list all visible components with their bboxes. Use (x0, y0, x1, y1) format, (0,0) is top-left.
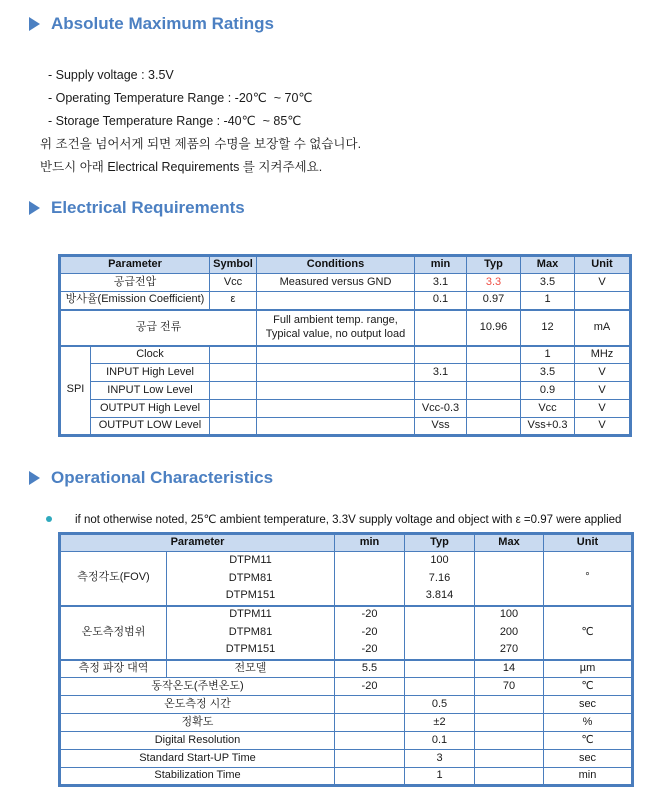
cell-unit: V (575, 418, 631, 436)
cell-max: 70 (475, 678, 544, 696)
cell-symbol: Vcc (210, 274, 257, 292)
cell-min-empty (335, 696, 405, 714)
table-header-row (60, 256, 631, 274)
section-title-text: Electrical Requirements (51, 198, 245, 217)
cell-unit: ℃ (544, 678, 633, 696)
warning-line-korean-1: 위 조건을 넘어서게 되면 제품의 수명을 보장할 수 없습니다. (40, 137, 362, 151)
cell-symbol-empty (210, 346, 257, 364)
row-spi-clock (60, 346, 631, 364)
row-supply-voltage (60, 274, 631, 292)
section-title-text: Operational Characteristics (51, 468, 274, 487)
cell-param: Standard Start-UP Time (60, 750, 335, 768)
section-header (0, 198, 656, 218)
cell-min-empty (415, 346, 467, 364)
section-title-text: Absolute Maximum Ratings (51, 14, 274, 33)
abs-max-text-block (40, 64, 656, 179)
cell-unit: V (575, 274, 631, 292)
condition-line-2: Typical value, no output load (265, 327, 406, 340)
cell-unit: V (575, 400, 631, 418)
section-header (0, 468, 656, 488)
row-wavelength (60, 660, 633, 678)
cell-typ-empty (467, 346, 521, 364)
cell-min-empty (335, 552, 405, 570)
row-digital-resolution (60, 732, 633, 750)
cell-max-empty (475, 588, 544, 606)
row-temp-range-dtpm11 (60, 606, 633, 624)
header-cell-conditions: Conditions (257, 256, 415, 274)
cell-min: Vcc-0.3 (415, 400, 467, 418)
cell-unit: min (544, 768, 633, 786)
cell-model: DTPM11 (167, 606, 335, 624)
cell-typ-highlighted: 3.3 (467, 274, 521, 292)
cell-conditions-empty (257, 346, 415, 364)
cell-min: 3.1 (415, 274, 467, 292)
cell-typ: 0.97 (467, 292, 521, 310)
cell-model: DTPM151 (167, 642, 335, 660)
cell-max-empty (475, 732, 544, 750)
warning-line-korean-2: 반드시 아래 Electrical Requirements 를 지켜주세요. (40, 160, 323, 174)
section-electrical-requirements (0, 198, 656, 437)
cell-symbol-empty (210, 364, 257, 382)
cell-unit: MHz (575, 346, 631, 364)
header-cell-parameter: Parameter (60, 534, 335, 552)
dot-bullet-icon (46, 516, 52, 522)
cell-param: INPUT High Level (91, 364, 210, 382)
triangle-bullet-icon (29, 471, 40, 485)
cell-max: 270 (475, 642, 544, 660)
cell-max: 0.9 (521, 382, 575, 400)
cell-typ: 0.5 (405, 696, 475, 714)
cell-spi-group-label: SPI (60, 346, 91, 436)
row-fov-dtpm11 (60, 552, 633, 570)
cell-max: 1 (521, 346, 575, 364)
conditions-note (46, 511, 656, 526)
cell-min: -20 (335, 642, 405, 660)
cell-unit: sec (544, 696, 633, 714)
cell-typ: 0.1 (405, 732, 475, 750)
cell-typ: 10.96 (467, 310, 521, 346)
cell-max-empty (475, 750, 544, 768)
cell-typ: 100 (405, 552, 475, 570)
cell-typ-empty (405, 678, 475, 696)
cell-min-empty (335, 732, 405, 750)
cell-param: Clock (91, 346, 210, 364)
row-operating-temp (60, 678, 633, 696)
spec-line-operating-temp: - Operating Temperature Range : -20℃ ~ 70℃ (48, 91, 313, 105)
cell-conditions-empty (257, 292, 415, 310)
cell-param: 방사율(Emission Coefficient) (60, 292, 210, 310)
cell-max-empty (475, 552, 544, 570)
cell-typ-empty (405, 606, 475, 624)
cell-typ-empty (467, 382, 521, 400)
cell-conditions: Measured versus GND (257, 274, 415, 292)
cell-param: 공급 전류 (60, 310, 257, 346)
cell-typ: 1 (405, 768, 475, 786)
cell-min: 5.5 (335, 660, 405, 678)
cell-conditions-empty (257, 364, 415, 382)
cell-model: DTPM81 (167, 570, 335, 588)
header-cell-symbol: Symbol (210, 256, 257, 274)
header-cell-max: Max (475, 534, 544, 552)
section-divider-bar (30, 495, 648, 503)
triangle-bullet-icon (29, 201, 40, 215)
cell-group-label-fov: 측정각도(FOV) (60, 552, 167, 606)
cell-typ-empty (467, 364, 521, 382)
row-spi-output-high (60, 400, 631, 418)
header-cell-parameter: Parameter (60, 256, 210, 274)
cell-param: 측정 파장 대역 (60, 660, 167, 678)
cell-min-empty (415, 382, 467, 400)
row-stabilization-time (60, 768, 633, 786)
cell-param: Digital Resolution (60, 732, 335, 750)
cell-typ: 7.16 (405, 570, 475, 588)
cell-max: 200 (475, 624, 544, 642)
row-emission-coefficient (60, 292, 631, 310)
cell-min: 0.1 (415, 292, 467, 310)
cell-max: 14 (475, 660, 544, 678)
cell-min-empty (335, 768, 405, 786)
row-supply-current (60, 310, 631, 346)
cell-conditions-empty (257, 400, 415, 418)
cell-min-empty (335, 570, 405, 588)
cell-min-empty (415, 310, 467, 346)
spec-line-storage-temp: - Storage Temperature Range : -40℃ ~ 85℃ (48, 114, 302, 128)
cell-symbol-empty (210, 418, 257, 436)
row-measure-time (60, 696, 633, 714)
cell-typ: ±2 (405, 714, 475, 732)
condition-line-1: Full ambient temp. range, (273, 313, 398, 326)
cell-model: 전모델 (167, 660, 335, 678)
cell-min-empty (335, 714, 405, 732)
cell-min-empty (335, 588, 405, 606)
cell-conditions-empty (257, 382, 415, 400)
cell-min: 3.1 (415, 364, 467, 382)
cell-symbol: ε (210, 292, 257, 310)
cell-max: 1 (521, 292, 575, 310)
cell-conditions-empty (257, 418, 415, 436)
cell-typ-empty (405, 642, 475, 660)
cell-unit: ℃ (544, 732, 633, 750)
cell-symbol-empty (210, 400, 257, 418)
electrical-requirements-table (58, 254, 632, 437)
header-cell-typ: Typ (467, 256, 521, 274)
header-cell-min: min (335, 534, 405, 552)
cell-param: INPUT Low Level (91, 382, 210, 400)
cell-max-empty (475, 570, 544, 588)
cell-max: Vss+0.3 (521, 418, 575, 436)
cell-max: 3.5 (521, 274, 575, 292)
row-spi-input-high (60, 364, 631, 382)
header-cell-max: Max (521, 256, 575, 274)
cell-unit: sec (544, 750, 633, 768)
spec-line-supply-voltage: - Supply voltage : 3.5V (48, 68, 174, 82)
cell-param: 공급전압 (60, 274, 210, 292)
cell-min: -20 (335, 606, 405, 624)
section-operational-characteristics (0, 468, 656, 787)
row-accuracy (60, 714, 633, 732)
cell-unit: V (575, 382, 631, 400)
section-divider-bar (30, 225, 648, 233)
header-cell-typ: Typ (405, 534, 475, 552)
cell-model: DTPM11 (167, 552, 335, 570)
header-cell-unit: Unit (544, 534, 633, 552)
cell-typ-empty (467, 400, 521, 418)
cell-max: Vcc (521, 400, 575, 418)
table-header-row (60, 534, 633, 552)
cell-model: DTPM81 (167, 624, 335, 642)
cell-min: -20 (335, 624, 405, 642)
cell-param: 동작온도(주변온도) (60, 678, 335, 696)
header-cell-min: min (415, 256, 467, 274)
row-spi-output-low (60, 418, 631, 436)
cell-unit-empty (575, 292, 631, 310)
cell-min: Vss (415, 418, 467, 436)
operational-characteristics-table (58, 532, 634, 787)
cell-max-empty (475, 714, 544, 732)
cell-symbol-empty (210, 382, 257, 400)
cell-param: 온도측정 시간 (60, 696, 335, 714)
cell-min: -20 (335, 678, 405, 696)
section-absolute-maximum-ratings (0, 0, 656, 179)
cell-unit: % (544, 714, 633, 732)
cell-typ: 3 (405, 750, 475, 768)
cell-max-empty (475, 696, 544, 714)
triangle-bullet-icon (29, 17, 40, 31)
cell-model: DTPM151 (167, 588, 335, 606)
cell-param: OUTPUT LOW Level (91, 418, 210, 436)
cell-param: 정확도 (60, 714, 335, 732)
cell-unit-degrees: ° (544, 552, 633, 606)
section-divider-bar (30, 41, 648, 49)
cell-max: 12 (521, 310, 575, 346)
note-text: if not otherwise noted, 25℃ ambient temperature, 3.3V supply voltage and object with ε =0.97 were applied (75, 513, 622, 526)
cell-conditions (257, 310, 415, 346)
section-header (0, 14, 656, 34)
cell-max-empty (475, 768, 544, 786)
cell-min-empty (335, 750, 405, 768)
row-spi-input-low (60, 382, 631, 400)
cell-max: 3.5 (521, 364, 575, 382)
header-cell-unit: Unit (575, 256, 631, 274)
cell-typ: 3.814 (405, 588, 475, 606)
cell-unit: µm (544, 660, 633, 678)
cell-param: Stabilization Time (60, 768, 335, 786)
cell-typ-empty (405, 624, 475, 642)
cell-max: 100 (475, 606, 544, 624)
cell-typ-empty (405, 660, 475, 678)
row-startup-time (60, 750, 633, 768)
cell-group-label-temp-range: 온도측정범위 (60, 606, 167, 660)
cell-param: OUTPUT High Level (91, 400, 210, 418)
cell-unit: V (575, 364, 631, 382)
cell-unit-celsius: ℃ (544, 606, 633, 660)
cell-typ-empty (467, 418, 521, 436)
cell-unit: mA (575, 310, 631, 346)
